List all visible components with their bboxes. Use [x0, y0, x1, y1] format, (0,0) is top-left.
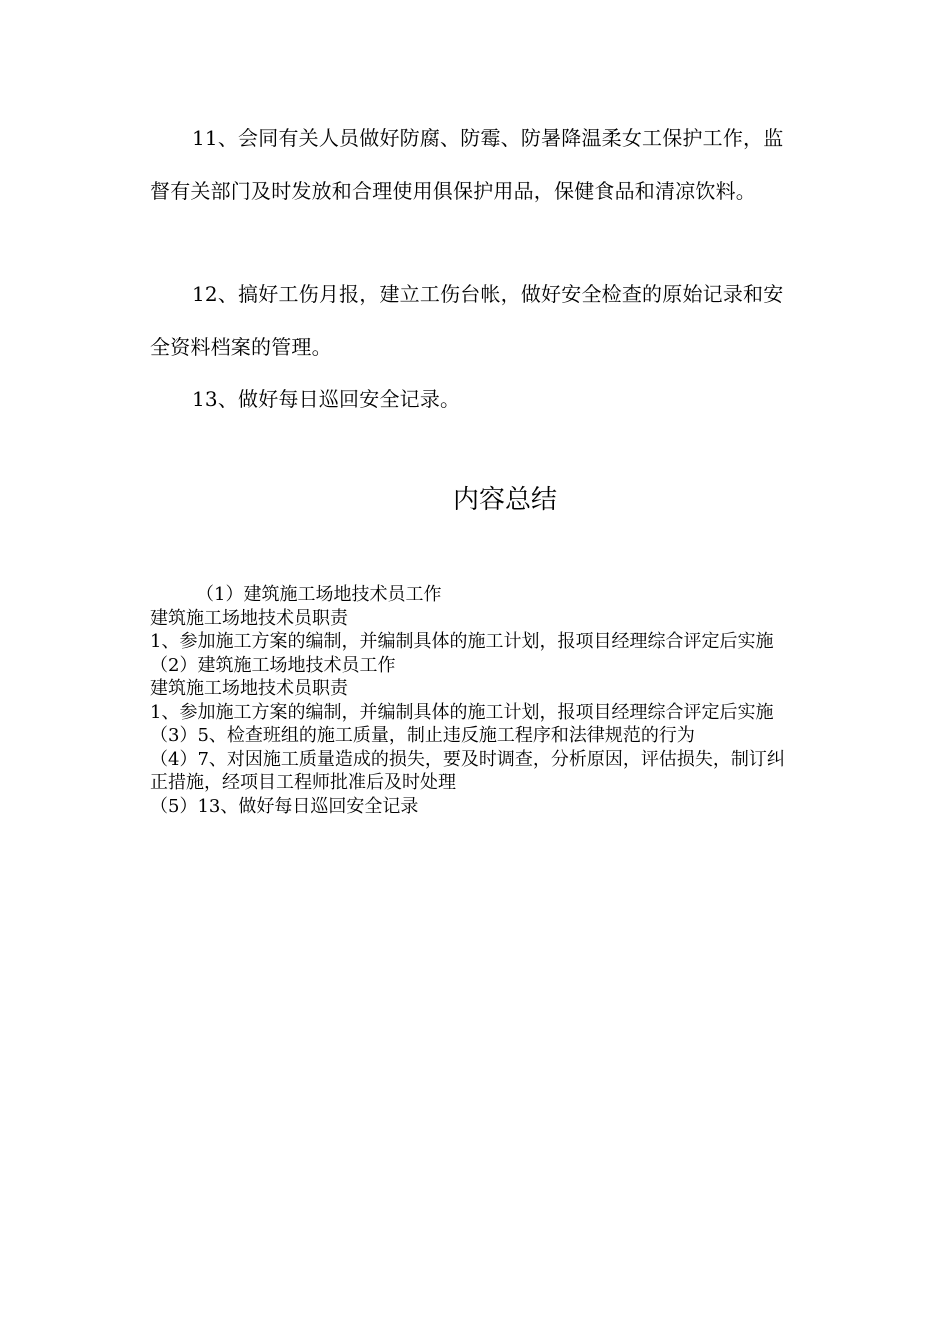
- summary-line: （4）7、对因施工质量造成的损失，要及时调查，分析原因，评估损失，制订纠正措施，经项目工程师批准后及时处理: [150, 748, 785, 793]
- summary-line: （1）建筑施工场地技术员工作: [196, 584, 442, 605]
- summary-line: （2）建筑施工场地技术员工作: [150, 654, 396, 676]
- summary-title: 内容总结: [452, 485, 557, 515]
- body-paragraph-11: [150, 112, 800, 217]
- summary-line: 建筑施工场地技术员职责: [150, 678, 348, 699]
- paragraph-text: 12、搞好工伤月报，建立工伤台帐，做好安全检查的原始记录和安全资料档案的管理。: [150, 282, 784, 359]
- summary-line: 1、参加施工方案的编制，并编制具体的施工计划，报项目经理综合评定后实施: [150, 701, 774, 723]
- summary-line: （3）5、检查班组的施工质量，制止违反施工程序和法律规范的行为: [150, 725, 695, 746]
- paragraph-text: 11、会同有关人员做好防腐、防霉、防暑降温柔女工保护工作，监督有关部门及时发放和合理使用俱保护用品，保健食品和清凉饮料。: [150, 126, 784, 203]
- body-paragraph-12: [150, 268, 800, 373]
- summary-line: （5）13、做好每日巡回安全记录: [150, 795, 419, 817]
- summary-line: 1、参加施工方案的编制，并编制具体的施工计划，报项目经理综合评定后实施: [150, 631, 774, 652]
- body-paragraph-13: [150, 373, 800, 426]
- summary-line: 建筑施工场地技术员职责: [150, 607, 348, 629]
- summary-block: [150, 583, 790, 818]
- paragraph-text: 13、做好每日巡回安全记录。: [192, 387, 461, 411]
